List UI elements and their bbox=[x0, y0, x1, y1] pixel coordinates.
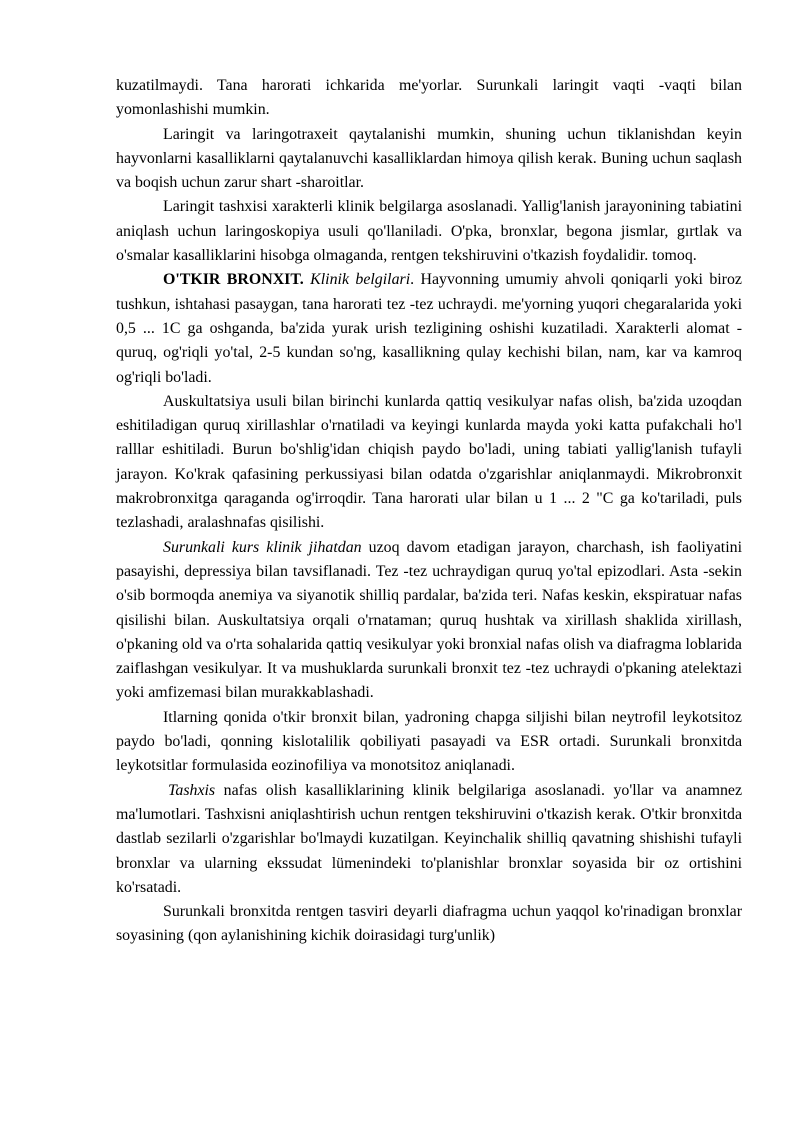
paragraph-laringit-diagnosis: Laringit tashxisi xarakterli klinik belgilarga asoslanadi. Yallig'lanish jarayonining tabiatini aniqlash uchun laringoskopiya usuli qo'llaniladi. O'pka, bronxlar, begona jismlar, gırtlak va o'smalar kasalliklarini hisobga olmaganda, rentgen tekshiruvini o'tkazish foydalidir. tomoq. bbox=[116, 198, 742, 265]
chronic-course-label: Surunkali kurs klinik jihatdan bbox=[163, 538, 362, 556]
paragraph-auscultation: Auskultatsiya usuli bilan birinchi kunlarda qattiq vesikulyar nafas olish, ba'zida uzoqdan eshitiladigan quruq xirillashlar o'rnatiladi va keyingi kunlarda mayda yoki katta pufakchali ho'l ralllar eshitiladi. Burun bo'shlig'idan chiqish paydo bo'ladi, uning tabiati yallig'lanish tufayli jarayon. Ko'krak qafasining perkussiyasi bilan odatda o'zgarishlar aniqlanmaydi. Mikrobronxit makrobronxitga qaraganda og'irroqdir. Tana harorati ular bilan u 1 ... 2 "C ga ko'tariladi, puls tezlashadi, aralashnafas qisilishi. bbox=[116, 392, 742, 532]
paragraph-chronic-course bbox=[116, 536, 742, 706]
paragraph-laringit-recurrence: Laringit va laringotraxeit qaytalanishi mumkin, shuning uchun tiklanishdan keyin hayvonlarni kasalliklarni qaytalanuvchi kasalliklardan himoya qilish kerak. Buning uchun saqlash va boqish uchun zarur shart -sharoitlar. bbox=[116, 125, 742, 192]
paragraph-laringit-continued: kuzatilmaydi. Tana harorati ichkarida me'yorlar. Surunkali laringit vaqti -vaqti bilan yomonlashishi mumkin. bbox=[116, 77, 742, 119]
diagnosis-text: nafas olish kasalliklarining klinik belgilariga asoslanadi. yo'llar va anamnez ma'lumotlari. Tashxisni aniqlashtirish uchun rentgen tekshiruvini o'tkazish kerak. O'tkir bronxitda dastlab sezilarli o'zgarishlar bo'lmaydi kuzatilgan. Keyinchalik shilliq qavatning shishishi tufayli bronxlar va ularning ekssudat lümenindeki to'planishlar bronxlar soyasida bir oz ortishini ko'rsatadi. bbox=[116, 781, 742, 896]
paragraph-xray-chronic: Surunkali bronxitda rentgen tasviri deyarli diafragma uchun yaqqol ko'rinadigan bronxlar soyasining (qon aylanishining kichik doirasidagi turg'unlik) bbox=[116, 903, 742, 945]
acute-bronchitis-text: . Hayvonning umumiy ahvoli qoniqarli yoki biroz tushkun, ishtahasi pasaygan, tana harorati tez -tez uchraydi. me'yorning yuqori chegaralarida yoki 0,5 ... 1C ga oshganda, ba'zida yurak urish tezligining oshishi kuzatiladi. Xarakterli alomat - quruq, og'riqli yo'tal, 2-5 kundan so'ng, kasallikning qulay kechishi bilan, nam, kar va kamroq og'riqli bo'ladi. bbox=[116, 271, 742, 386]
section-heading-acute-bronchitis: O'TKIR BRONXIT. bbox=[163, 271, 304, 289]
chronic-course-text: uzoq davom etadigan jarayon, charchash, ish faoliyatini pasayishi, depressiya bilan tavsiflanadi. Tez -tez uchraydigan quruq yo'tal epizodlari. Asta -sekin o'sib bormoqda anemiya va siyanotik shilliq pardalar, ba'zida teri. Nafas keskin, ekspiratuar nafas qisilishi bilan. Auskultatsiya orqali o'rnataman; quruq hushtak va xirillash shaklida xirillash, o'pkaning old va o'rta sohalarida qattiq vesikulyar yoki bronxial nafas olish va diafragma loblarida zaiflashgan vesikulyar. It va mushuklarda surunkali bronxit tez -tez uchraydi o'pkaning atelektazi yoki amfizemasi bilan murakkablashadi. bbox=[116, 538, 742, 702]
paragraph-blood-findings: Itlarning qonida o'tkir bronxit bilan, yadroning chapga siljishi bilan neytrofil leykotsitoz paydo bo'ladi, qonning kislotalilik qobiliyati pasayadi va ESR ortadi. Surunkali bronxitda leykotsitlar formulasida eozinofiliya va monotsitoz aniqlanadi. bbox=[116, 708, 742, 775]
diagnosis-label: Tashxis bbox=[168, 781, 216, 799]
body-text bbox=[116, 74, 742, 949]
clinical-signs-label: Klinik belgilari bbox=[310, 271, 411, 289]
paragraph-diagnosis bbox=[116, 779, 742, 900]
paragraph-acute-bronchitis bbox=[116, 268, 742, 389]
